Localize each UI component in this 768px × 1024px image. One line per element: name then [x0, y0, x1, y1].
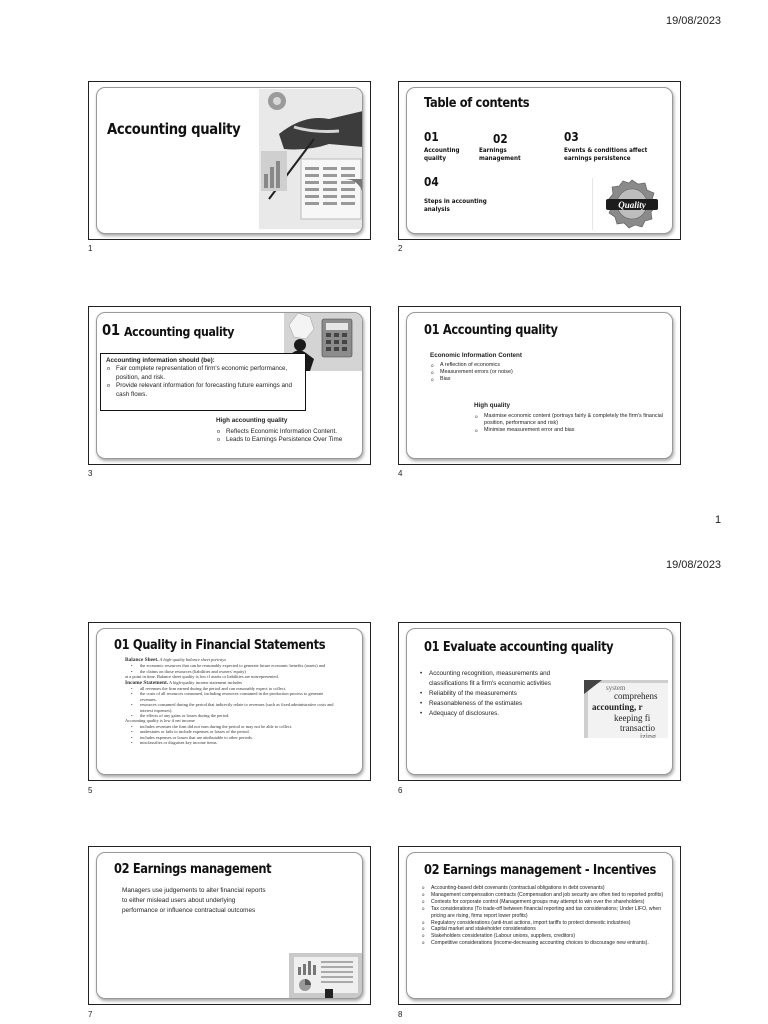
- list-item: o Bias: [430, 376, 570, 383]
- requirements-box: [100, 353, 306, 411]
- toc-number-03: 03: [564, 130, 579, 144]
- toc-label-04: Steps in accounting analysis: [424, 197, 487, 214]
- slide-number: 4: [398, 469, 403, 478]
- slide-card: [406, 852, 673, 999]
- page-number: 1: [715, 514, 722, 526]
- slide-body-text: Managers use judgements to alter financial reports to either mislead users about underlying performance or influence contractual outcomes: [122, 887, 266, 914]
- list-item: o Provide relevant information for forecasting future earnings and cash flows.: [106, 382, 300, 399]
- eic-list: [430, 362, 570, 384]
- list-item: o Management compensation contracts (Compensation and job security are often tied to reported profits): [421, 892, 666, 899]
- toc-number-01: 01: [424, 130, 439, 144]
- slide-8[interactable]: [398, 846, 681, 1005]
- slide-title: Accounting quality: [107, 120, 241, 138]
- bs-heading: Balance Sheet.: [125, 657, 159, 663]
- slide-3[interactable]: [88, 306, 371, 465]
- list-item: • Accounting recognition, measurements and classifications fit a firm's economic activities: [420, 669, 585, 689]
- list-item: • includes revenues the firm did not earn during the period or may not be able to collect.: [131, 724, 335, 729]
- image-word: comprehens: [614, 691, 658, 701]
- eic-heading: Economic Information Content: [430, 352, 523, 359]
- list-item: • the effects of any gains or losses during the period.: [131, 713, 335, 718]
- slide-title: 01 Quality in Financial Statements: [114, 638, 326, 653]
- business-handshake-photo-icon: [259, 89, 363, 229]
- slide-1[interactable]: [88, 81, 371, 240]
- page-date: 19/08/2023: [666, 15, 722, 27]
- list-item: o Competitive considerations (income-decreasing accounting choices to discourage new entrants).: [421, 940, 666, 947]
- slide-title-number: 01: [102, 321, 120, 339]
- toc-label-03: Events & conditions affect earnings persistence: [564, 146, 648, 163]
- list-item: • all revenues the firm earned during the period and can reasonably expect to collect.: [131, 686, 335, 691]
- list-item: • Reliability of the measurements: [420, 689, 585, 699]
- slide-card: [96, 87, 363, 234]
- slide-card: [406, 312, 673, 459]
- slide-title: 02 Earnings management - Incentives: [424, 863, 656, 878]
- list-item: • Reasonableness of the estimates: [420, 699, 585, 709]
- bs-list: [131, 663, 335, 674]
- evaluation-list: [420, 669, 585, 719]
- financial-report-chart-icon: [289, 953, 363, 998]
- list-item: • includes expenses or losses that are attributable to other periods.: [131, 735, 335, 740]
- page-date: 19/08/2023: [666, 559, 722, 571]
- image-word: system: [606, 684, 626, 692]
- low-list: [131, 724, 335, 746]
- list-item: o Stakeholders consideration (Labour unions, suppliers, creditors): [421, 933, 666, 940]
- image-word: izing: [640, 732, 656, 738]
- slide-5[interactable]: [88, 622, 371, 781]
- toc-label-01: Accounting quality: [424, 146, 460, 163]
- badge-text: Quality: [618, 200, 646, 210]
- slide-title: 02 Earnings management: [114, 862, 272, 877]
- list-item: o Maximise economic content (portrays fairly & completely the firm's financial position, performance and risk): [474, 413, 669, 427]
- slide-number: 5: [88, 786, 93, 795]
- list-item: o Contests for corporate control (Management groups may attempt to win over the shareholders): [421, 899, 666, 906]
- slide-number: 3: [88, 469, 93, 478]
- slide-7[interactable]: [88, 846, 371, 1005]
- financial-statements-excerpt: [125, 657, 335, 746]
- low-note: Accounting quality is low if net income: [125, 718, 195, 724]
- list-item: o Leads to Earnings Persistence Over Time: [216, 436, 363, 444]
- list-item: o Capital market and stakeholder considerations: [421, 926, 666, 933]
- slide-card: [96, 312, 363, 459]
- incentives-list: [421, 885, 666, 947]
- slide-4[interactable]: [398, 306, 681, 465]
- box-heading: Accounting information should (be):: [106, 357, 215, 364]
- slide-number: 1: [88, 244, 93, 253]
- list-item: o Fair complete representation of firm's economic performance, position, and risk.: [106, 365, 300, 382]
- slide-number: 8: [398, 1010, 403, 1019]
- list-item: • Adequacy of disclosures.: [420, 709, 585, 719]
- slide-title: 01 Evaluate accounting quality: [424, 640, 614, 655]
- hq-heading: High quality: [474, 402, 511, 409]
- accounting-dictionary-icon: [584, 680, 668, 738]
- list-item: • resources consumed during the period that indirectly relate to revenues (such as fixed administrative costs and interest expenses).: [131, 702, 335, 713]
- list-item: o Minimise measurement error and bias: [474, 427, 669, 434]
- list-item: o Reflects Economic Information Content.: [216, 428, 363, 436]
- bs-note: at a point in time. Balance sheet quality is low if assets or liabilities are misrepresented.: [125, 674, 279, 680]
- list-item: • misclassifies or disguises key income items.: [131, 740, 335, 745]
- is-heading: Income Statement.: [125, 679, 169, 686]
- list-item: o Accounting-based debt covenants (contractual obligations in debt covenants): [421, 885, 666, 892]
- hq-list: [474, 413, 669, 435]
- list-item: • the economic resources that can be reasonably expected to generate future economic benefits (assets) and: [131, 663, 335, 668]
- is-list: [131, 686, 335, 718]
- slide-card: [406, 87, 673, 234]
- slide-card: [406, 628, 673, 775]
- slide-2[interactable]: [398, 81, 681, 240]
- list-item: o A reflection of economics: [430, 362, 570, 369]
- quality-badge-icon: [592, 178, 672, 230]
- hq-heading: High accounting quality: [216, 417, 288, 424]
- image-word: accounting, r: [592, 702, 643, 712]
- hq-list: [216, 428, 363, 445]
- list-item: • understates or fails to include expenses or losses of the period.: [131, 729, 335, 734]
- slide-number: 6: [398, 786, 403, 795]
- slide-title: Accounting quality: [124, 324, 235, 339]
- toc-number-02: 02: [493, 132, 508, 146]
- list-item: • the costs of all resources consumed, including resources consumed in the production process to generate revenues.: [131, 691, 335, 702]
- is-intro: A high-quality income statement includes: [168, 679, 243, 685]
- image-word: transactio: [620, 723, 655, 733]
- list-item: o Tax considerations (To trade-off between financial reporting and tax considerations; Under LIFO, when pricing are rising, firms report lower profits): [421, 906, 666, 920]
- box-list: [106, 365, 300, 399]
- bs-intro: A high-quality balance sheet portrays: [159, 657, 226, 662]
- image-word: keeping fi: [614, 713, 651, 723]
- slide-title: Table of contents: [424, 96, 530, 111]
- slide-card: [96, 852, 363, 999]
- list-item: o Regulatory considerations (anti-trust actions, import tariffs to protect domestic industries): [421, 920, 666, 927]
- list-item: • the claims on those resources (liabilities and owners' equity): [131, 669, 335, 674]
- slide-title: 01 Accounting quality: [424, 323, 558, 338]
- list-item: o Measurement errors (or noise): [430, 369, 570, 376]
- toc-number-04: 04: [424, 175, 439, 189]
- slide-number: 7: [88, 1010, 93, 1019]
- slide-card: [96, 628, 363, 775]
- slide-number: 2: [398, 244, 403, 253]
- toc-label-02: Earnings management: [479, 146, 521, 163]
- slide-6[interactable]: [398, 622, 681, 781]
